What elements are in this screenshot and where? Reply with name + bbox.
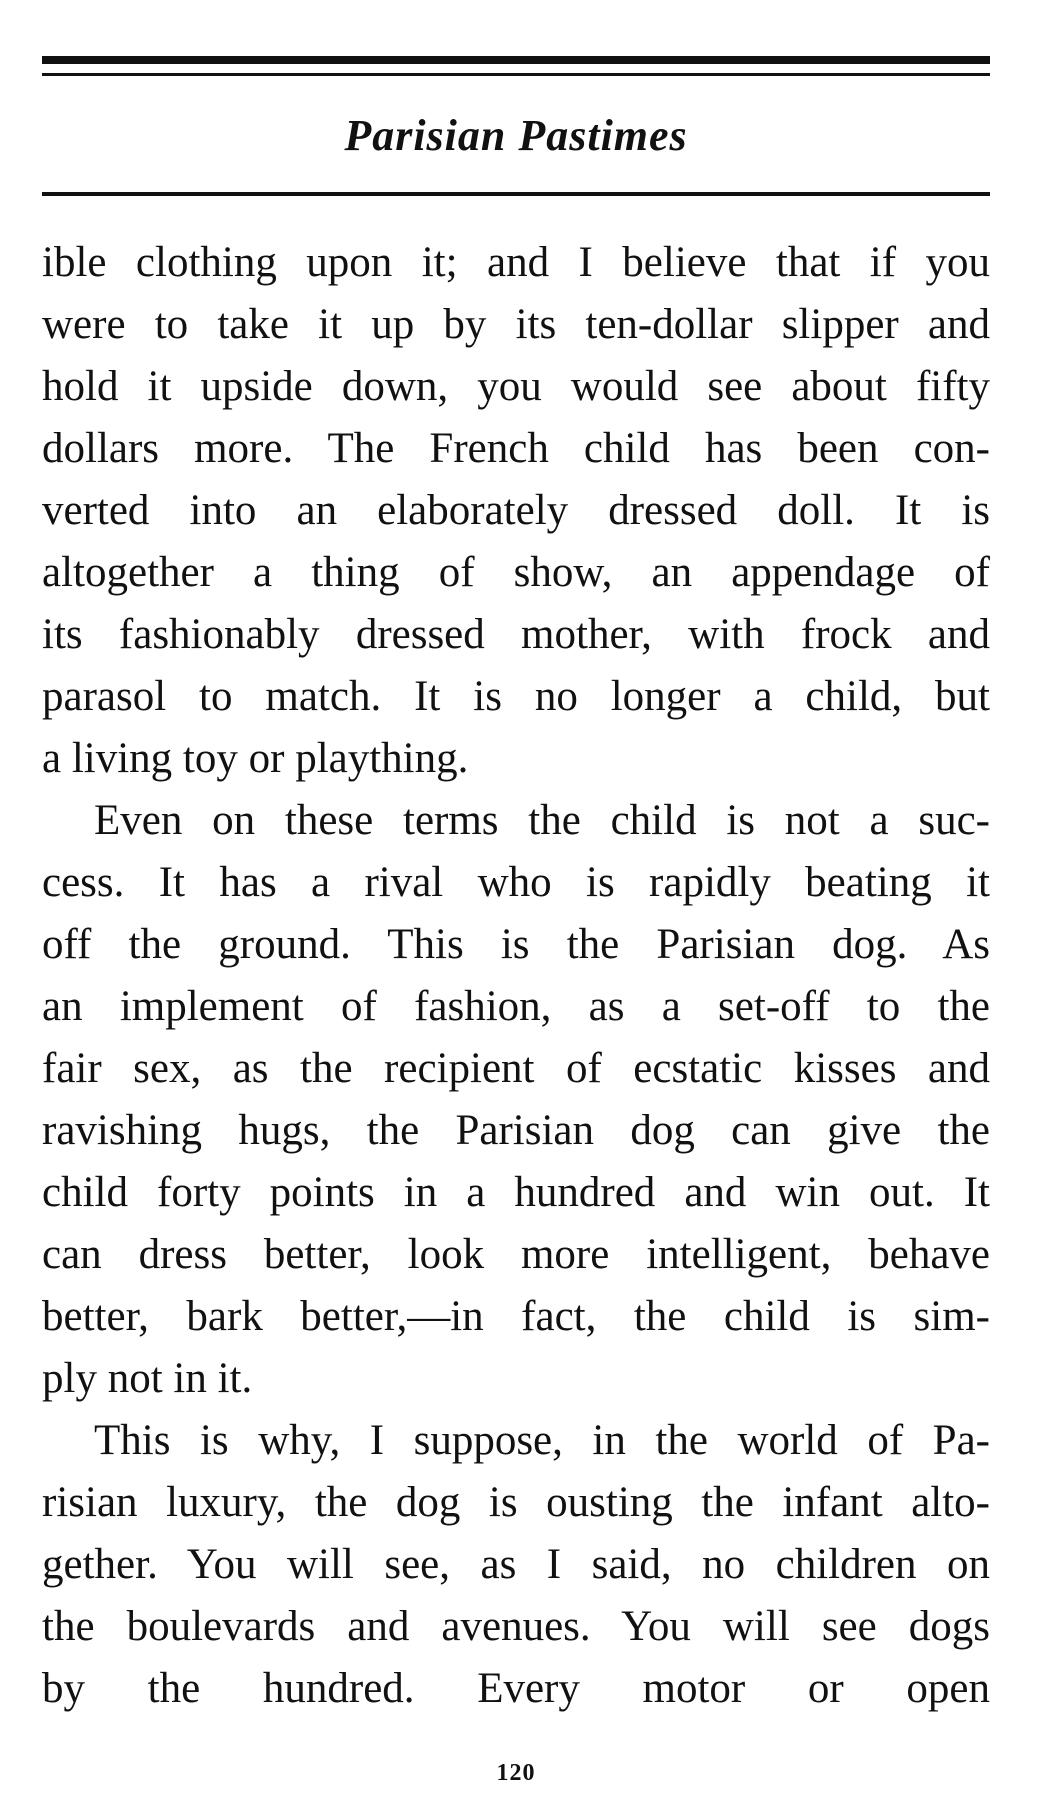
text-line: ply not in it. (42, 1355, 253, 1402)
text-line: altogether a thing of show, an appendage of (42, 549, 990, 596)
text-line: fair sex, as the recipient of ecstatic kisses and (42, 1045, 990, 1092)
text-line: cess. It has a rival who is rapidly beating it (42, 859, 990, 906)
text-line: were to take it up by its ten-dollar slipper and (42, 301, 990, 348)
text-line: ravishing hugs, the Parisian dog can give the (42, 1107, 990, 1154)
text-line: can dress better, look more intelligent, behave (42, 1231, 990, 1278)
text-line: the boulevards and avenues. You will see dogs (42, 1603, 990, 1650)
text-line: verted into an elaborately dressed doll. It is (42, 487, 990, 534)
text-line: its fashionably dressed mother, with frock and (42, 611, 990, 658)
page-number: 120 (496, 1760, 536, 1786)
text-line: off the ground. This is the Parisian dog. As (42, 921, 990, 968)
text-line: gether. You will see, as I said, no children on (42, 1541, 990, 1588)
header-rule-thick (42, 56, 990, 64)
text-line: parasol to match. It is no longer a child, but (42, 673, 990, 720)
body-text (42, 232, 990, 1720)
text-line: risian luxury, the dog is ousting the infant alto- (42, 1479, 990, 1526)
text-line: ible clothing upon it; and I believe that if you (42, 239, 990, 286)
header-rule-under-title (42, 192, 990, 196)
running-head: Parisian Pastimes (344, 111, 688, 160)
text-line: a living toy or plaything. (42, 735, 469, 782)
text-line: an implement of fashion, as a set-off to the (42, 983, 990, 1030)
header-rule-thin (42, 73, 990, 76)
text-line: child forty points in a hundred and win out. It (42, 1169, 990, 1216)
text-line: dollars more. The French child has been con- (42, 425, 990, 472)
text-line: This is why, I suppose, in the world of Pa- (94, 1417, 990, 1464)
text-line: better, bark better,—in fact, the child is sim- (42, 1293, 990, 1340)
text-line: by the hundred. Every motor or open (42, 1665, 990, 1712)
text-line: hold it upside down, you would see about fifty (42, 363, 990, 410)
text-line: Even on these terms the child is not a suc- (94, 797, 990, 844)
